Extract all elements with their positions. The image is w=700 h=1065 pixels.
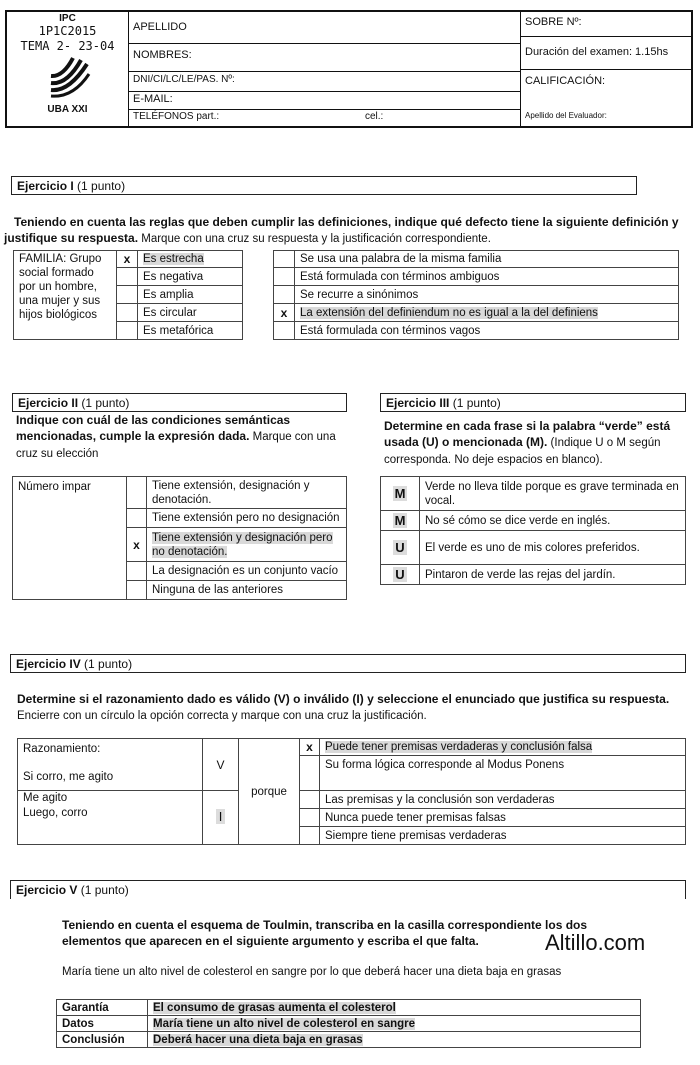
sobre-field[interactable]: SOBRE Nº: [521, 12, 691, 37]
ex4-justification: Puede tener premisas verdaderas y conclusión falsa [325, 741, 593, 753]
ex1-mark1[interactable]: x [117, 251, 138, 268]
ex4-mark[interactable] [300, 827, 320, 845]
ex5-instructions: Teniendo en cuenta el esquema de Toulmin, transcriba en la casilla correspondiente los dos elementos que aparecen en el siguiente argumento y escriba el que falta. [62, 918, 588, 948]
uba-logo-icon [47, 56, 91, 100]
duracion-label: Duración del examen: 1.15hs [521, 36, 691, 70]
watermark: Altillo.com [545, 930, 646, 955]
ex5-label: Datos [57, 1016, 148, 1032]
ex2-option: La designación es un conjunto vacío [147, 562, 347, 581]
ex1-option: Es negativa [138, 268, 243, 286]
ex1-mark2[interactable] [274, 251, 295, 268]
ex2-option: Ninguna de las anteriores [147, 581, 347, 600]
ex2-expression: Número impar [13, 477, 127, 600]
ex1-option: Es estrecha [143, 253, 204, 265]
ex4-table [17, 738, 686, 845]
ex3-sentence: Verde no lleva tilde porque es grave terminada en vocal. [420, 477, 686, 511]
apellido-field[interactable]: APELLIDO [128, 12, 520, 44]
ex3-sentence: No sé cómo se dice verde en inglés. [420, 511, 686, 531]
ex1-points: (1 punto) [77, 179, 126, 193]
ex2-mark[interactable] [127, 562, 147, 581]
ex1-mark1[interactable] [117, 268, 138, 286]
ex4-conclusion: Luego, corro [23, 807, 88, 819]
ex1-mark2[interactable] [274, 268, 295, 286]
ex4-mark[interactable] [300, 809, 320, 827]
ex5-value: María tiene un alto nivel de colesterol en sangre [153, 1017, 416, 1030]
ex4-instr-normal: Encierre con un círculo la opción correcta y marque con una cruz la justificación. [17, 710, 427, 722]
ex1-header [11, 176, 637, 195]
ex3-answer: M [394, 512, 406, 528]
ex1-mark1[interactable] [117, 286, 138, 304]
ex3-answer: U [395, 566, 405, 582]
ex4-invalid-option: I [216, 809, 226, 824]
ex2-mark[interactable] [127, 509, 147, 528]
ex2-title: Ejercicio II [18, 396, 79, 410]
ex3-header [380, 393, 686, 412]
ex3-answer: M [394, 485, 406, 501]
exam-header [5, 10, 693, 128]
ex5-title: Ejercicio V [16, 883, 78, 897]
ex3-points: (1 punto) [452, 396, 501, 410]
ex5-label: Garantía [57, 1000, 148, 1016]
ex1-mark2[interactable]: x [274, 304, 295, 322]
ex2-option: Tiene extensión y designación pero no denotación. [152, 531, 333, 558]
ex4-title: Ejercicio IV [16, 657, 81, 671]
ex1-mark2[interactable] [274, 322, 295, 340]
ex1-justification: Se recurre a sinónimos [295, 286, 679, 304]
ex1-option: Es metafórica [138, 322, 243, 340]
ex1-justification: Se usa una palabra de la misma familia [295, 251, 679, 268]
ex4-reasoning-label: Razonamiento: [23, 743, 101, 755]
ex1-justification: Está formulada con términos ambiguos [295, 268, 679, 286]
ex4-justification: Su forma lógica corresponde al Modus Ponens [320, 756, 686, 791]
ex2-table [12, 476, 347, 600]
ex4-mark[interactable]: x [300, 739, 320, 756]
ex4-justification: Las premisas y la conclusión son verdaderas [320, 791, 686, 809]
telefonos-field[interactable]: TELÉFONOS part.: cel.: [133, 111, 384, 122]
ex1-option: Es circular [138, 304, 243, 322]
email-field[interactable]: E-MAIL: [128, 91, 520, 110]
calificacion-field[interactable]: CALIFICACIÓN: Apellido del Evaluador: [525, 75, 607, 120]
ex2-mark[interactable] [127, 477, 147, 509]
ex1-justification: Está formulada con términos vagos [295, 322, 679, 340]
ex1-title: Ejercicio I [17, 179, 74, 193]
ex3-sentence: Pintaron de verde las rejas del jardín. [420, 565, 686, 585]
ex4-premise-1: Si corro, me agito [23, 771, 114, 783]
ex5-argument: María tiene un alto nivel de colesterol en sangre por lo que deberá hacer una dieta baja en grasas [62, 966, 562, 978]
ex4-instr-bold: Determine si el razonamiento dado es válido (V) o inválido (I) y seleccione el enunciado que justifica su respuesta. [17, 692, 670, 706]
ex2-option: Tiene extensión, designación y denotación. [147, 477, 347, 509]
ipc-label: IPC [59, 13, 76, 24]
ex5-value: El consumo de grasas aumenta el colesterol [153, 1001, 396, 1014]
ex1-definition: FAMILIA: Grupo social formado por un hombre, una mujer y sus hijos biológicos [14, 251, 117, 340]
ex1-justification: La extensión del definiendum no es igual a la del definiens [300, 306, 598, 319]
ex2-option: Tiene extensión pero no designación [147, 509, 347, 528]
ex3-instructions: Determine en cada frase si la palabra “verde” está usada (U) o mencionada (M). (Indique U o M según corresponda. No deje espacios en blanco). [384, 419, 671, 466]
ex1-mark2[interactable] [274, 286, 295, 304]
tema-label: TEMA 2- 23-04 [20, 39, 115, 53]
ex2-points: (1 punto) [81, 396, 130, 410]
ex2-mark[interactable] [127, 581, 147, 600]
ex5-label: Conclusión [57, 1032, 148, 1048]
ex4-porque: porque [239, 739, 300, 845]
ex1-option: Es amplia [138, 286, 243, 304]
dni-field[interactable]: DNI/CI/LC/LE/PAS. Nº: [128, 71, 520, 92]
ex4-points: (1 punto) [84, 657, 133, 671]
logo-text: UBA XXI [47, 104, 88, 115]
ex2-header [12, 393, 347, 412]
ex1-instructions: Teniendo en cuenta las reglas que deben cumplir las definiciones, indique qué defecto tiene la siguiente definición y justifique su respuesta. Marque con una cruz su respuesta y la justificación correspondiente. [4, 215, 679, 245]
ex4-valid-option[interactable]: V [203, 739, 239, 791]
ex5-header [10, 880, 686, 899]
ex4-header [10, 654, 686, 673]
ex1-mark1[interactable] [117, 322, 138, 340]
exam-code: 1P1C2015 [38, 24, 97, 38]
ex5-points: (1 punto) [80, 883, 129, 897]
ex4-mark[interactable] [300, 791, 320, 809]
ex5-value: Deberá hacer una dieta baja en grasas [153, 1033, 363, 1046]
evaluador-label: Apellido del Evaluador: [525, 111, 607, 120]
ex3-sentence: El verde es uno de mis colores preferidos. [420, 531, 686, 565]
ex3-table [380, 476, 686, 585]
ex2-instructions: Indique con cuál de las condiciones semánticas mencionadas, cumple la expresión dada. Marque con una cruz su elección [16, 413, 336, 460]
ex2-mark[interactable]: x [127, 528, 147, 562]
header-left-box [7, 12, 129, 126]
ex5-table [56, 999, 641, 1048]
ex1-mark1[interactable] [117, 304, 138, 322]
ex4-justification: Siempre tiene premisas verdaderas [320, 827, 686, 845]
ex4-justification: Nunca puede tener premisas falsas [320, 809, 686, 827]
nombres-field[interactable]: NOMBRES: [128, 43, 520, 72]
ex4-mark[interactable] [300, 756, 320, 791]
ex3-title: Ejercicio III [386, 396, 450, 410]
ex4-premise-2: Me agito [23, 792, 68, 804]
cel-label: cel.: [365, 111, 384, 122]
ex3-answer: U [395, 539, 405, 555]
ex1-table [13, 250, 679, 340]
